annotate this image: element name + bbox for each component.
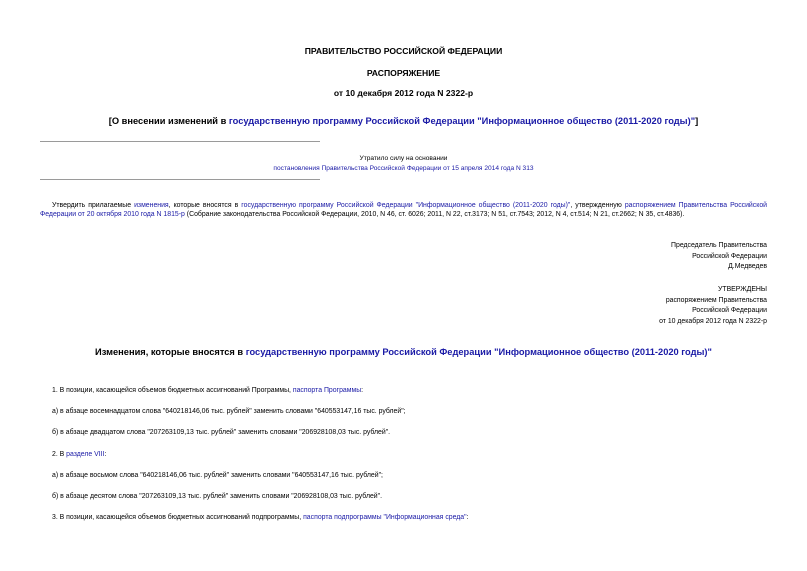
item-3-text: 3. В позиции, касающейся объемов бюджетных ассигнований подпрограммы, [52, 514, 304, 521]
program-passport-link[interactable]: паспорта Программы [292, 387, 362, 394]
document-title-prefix: [О внесении изменений в [108, 116, 229, 126]
item-1-end: : [361, 387, 364, 394]
changes-title [0, 347, 807, 357]
item-1 [52, 387, 363, 394]
item-3 [52, 514, 469, 521]
government-heading: ПРАВИТЕЛЬСТВО РОССИЙСКОЙ ФЕДЕРАЦИИ [304, 46, 503, 56]
intro-text-4: (Собрание законодательства Российской Федерации, 2010, N 46, ст. 6026; 2011, N 22, ст.3173; N 51, ст.7543; 2012, N 4, ст.514; N 21, ст.2662; N 35, ст.4836). [184, 211, 685, 219]
program-link-2[interactable]: государственную программу Российской Федерации "Информационное общество (2011-2020 годы)" [241, 202, 571, 209]
intro-text-1: Утвердить прилагаемые [52, 202, 135, 209]
item-2a: а) в абзаце восьмом слова "640218146,06 тыс. рублей" заменить словами "640553147,16 тыс. рублей"; [52, 472, 383, 479]
program-link-3[interactable]: государственную программу Российской Федерации "Информационное общество (2011-2020 годы)" [245, 347, 712, 357]
order-date: от 10 декабря 2012 года N 2322-р [333, 88, 474, 98]
approval-date: от 10 декабря 2012 года N 2322-р [659, 318, 767, 326]
lost-force-note: Утратило силу на основании [359, 155, 448, 162]
divider-bottom [40, 179, 320, 180]
intro-text-2: , которые вносятся в [168, 202, 242, 209]
intro-paragraph [40, 201, 767, 219]
document-title [0, 116, 807, 126]
section-viii-link[interactable]: разделе VIII [66, 451, 105, 458]
order-heading: РАСПОРЯЖЕНИЕ [366, 68, 441, 78]
decree-link[interactable]: распоряжением Правительства Российской Федерации от 20 октября 2010 года N 1815-р [40, 202, 768, 219]
changes-title-prefix: Изменения, которые вносятся в [95, 347, 246, 357]
intro-text-3: , утвержденную [570, 202, 625, 209]
subprogram-passport-link[interactable]: паспорта подпрограммы "Информационная среда" [303, 514, 467, 521]
approval-heading: УТВЕРЖДЕНЫ [718, 286, 767, 293]
approval-line-2: распоряжением Правительства [665, 296, 767, 304]
signature-name: Д.Медведев [728, 263, 767, 271]
signature-block [671, 241, 767, 273]
approval-block [659, 285, 767, 328]
approval-line-3: Российской Федерации [692, 307, 767, 315]
repeal-basis-link[interactable]: постановления Правительства Российской Федерации от 15 апреля 2014 года N 313 [273, 165, 534, 172]
item-2-text: 2. В [52, 451, 67, 458]
program-link[interactable]: государственную программу Российской Федерации "Информационное общество (2011-2020 годы)" [228, 116, 696, 126]
divider-top [40, 141, 320, 142]
item-1a: а) в абзаце восемнадцатом слова "640218146,06 тыс. рублей" заменить словами "640553147,16 тыс. рублей"; [52, 408, 406, 415]
item-2-end: : [104, 451, 107, 458]
signature-position: Председатель Правительства [671, 242, 767, 249]
changes-link[interactable]: изменения [134, 202, 169, 209]
item-3-end: : [466, 514, 469, 521]
item-2 [52, 451, 106, 458]
item-2b: б) в абзаце десятом слова "207263109,13 тыс. рублей" заменить словами "206928108,03 тыс. рублей". [52, 493, 383, 500]
signature-country: Российской Федерации [692, 252, 767, 260]
document-title-suffix: ] [695, 116, 699, 126]
item-1-text: 1. В позиции, касающейся объемов бюджетных ассигнований Программы, [52, 387, 293, 394]
item-1b: б) в абзаце двадцатом слова "207263109,13 тыс. рублей" заменить словами "206928108,03 тыс. рублей". [52, 429, 391, 436]
